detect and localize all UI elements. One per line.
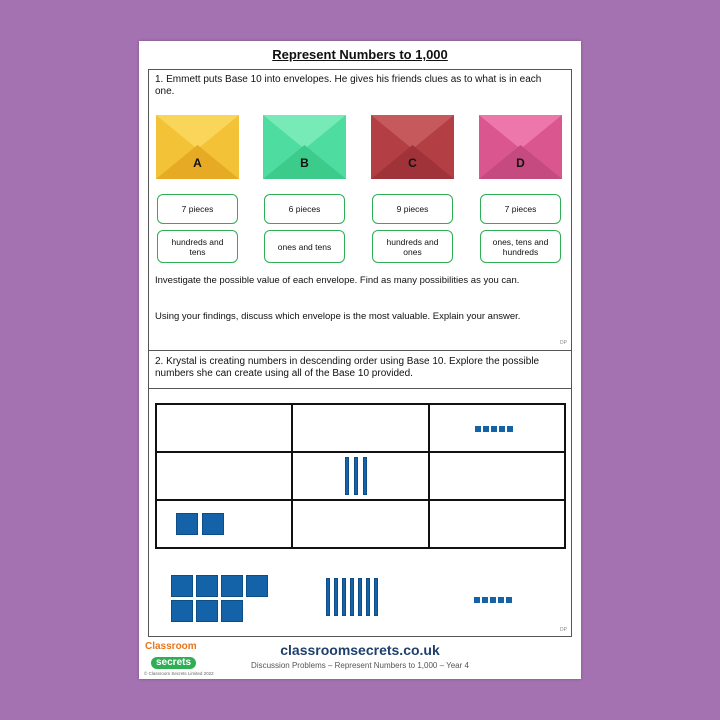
hundreds-flat xyxy=(171,575,193,597)
q1-prompt-line2: one. xyxy=(155,86,175,97)
envelope-a-label: A xyxy=(193,156,202,170)
hundreds-flat xyxy=(221,575,243,597)
worksheet xyxy=(139,41,581,679)
q1-discuss-text: Using your findings, discuss which envelope is the most valuable. Explain your answer. xyxy=(155,311,521,322)
clue-c-line1: hundreds and xyxy=(386,236,439,247)
clue-d-place-values xyxy=(480,230,561,263)
grid-cell xyxy=(292,404,428,452)
tens-rod xyxy=(374,578,378,616)
tens-rod xyxy=(326,578,330,616)
clue-d-line2: hundreds xyxy=(502,246,539,257)
grid-row xyxy=(156,500,565,548)
grid-cell xyxy=(429,500,565,548)
clue-b-pieces: 6 pieces xyxy=(264,194,345,224)
envelope-b-label: B xyxy=(300,156,309,170)
clue-d-pieces: 7 pieces xyxy=(480,194,561,224)
grid-cell xyxy=(429,452,565,500)
tens-rod xyxy=(345,457,349,495)
clue-d-line1: ones, tens and xyxy=(492,236,549,247)
ones-cube xyxy=(507,426,513,432)
clue-a-pieces: 7 pieces xyxy=(157,194,238,224)
q1-code: DP xyxy=(560,340,567,346)
envelope-d xyxy=(479,115,562,179)
tens-rod xyxy=(334,578,338,616)
logo-line2: secrets xyxy=(151,657,196,669)
tens-rod xyxy=(354,457,358,495)
tens-rod xyxy=(342,578,346,616)
grid-cell xyxy=(156,404,292,452)
hundreds-flat xyxy=(196,575,218,597)
clue-c-place-values xyxy=(372,230,453,263)
envelope-a xyxy=(156,115,239,179)
clue-c-pieces: 9 pieces xyxy=(372,194,453,224)
ones-cube xyxy=(499,426,505,432)
grid-cell-tens xyxy=(292,452,428,500)
envelope-b xyxy=(263,115,346,179)
hundreds-flat xyxy=(196,600,218,622)
tens-rod xyxy=(358,578,362,616)
clue-c-line2: ones xyxy=(403,246,422,257)
tens-rod xyxy=(366,578,370,616)
logo-line1: Classroom xyxy=(145,641,197,652)
ones-cube xyxy=(482,597,488,603)
hundreds-flat xyxy=(171,600,193,622)
q1-prompt-line1: 1. Emmett puts Base 10 into envelopes. He gives his friends clues as to what is in each xyxy=(155,74,542,85)
place-value-grid xyxy=(155,403,566,549)
grid-row xyxy=(156,404,565,452)
copyright-notice: © Classroom Secrets Limited 2022 xyxy=(144,671,214,676)
envelope-c xyxy=(371,115,454,179)
ones-cube xyxy=(483,426,489,432)
ones-cube xyxy=(491,426,497,432)
clue-a-line2: tens xyxy=(189,246,206,257)
ones-cube xyxy=(475,426,481,432)
worksheet-title: Represent Numbers to 1,000 xyxy=(272,47,448,62)
footer-subtitle: Discussion Problems – Represent Numbers to 1,000 – Year 4 xyxy=(251,661,469,670)
q2-prompt-line2: numbers she can create using all of the Base 10 provided. xyxy=(155,368,413,379)
question-2-panel xyxy=(148,350,572,637)
envelope-c-label: C xyxy=(408,156,417,170)
q2-code: DP xyxy=(560,627,567,633)
hundreds-flat xyxy=(176,513,198,535)
q2-prompt-line1: 2. Krystal is creating numbers in descending order using Base 10. Explore the possible xyxy=(155,356,540,367)
clue-a-line1: hundreds and xyxy=(171,236,224,247)
q1-investigate-text: Investigate the possible value of each envelope. Find as many possibilities as you can. xyxy=(155,275,520,286)
ones-cube xyxy=(498,597,504,603)
clue-a-place-values xyxy=(157,230,238,263)
ones-cube xyxy=(490,597,496,603)
clue-b-line1: ones and tens xyxy=(277,241,332,252)
hundreds-flat xyxy=(221,600,243,622)
grid-cell-hundreds xyxy=(156,500,292,548)
tens-rod xyxy=(350,578,354,616)
clue-b-place-values xyxy=(264,230,345,263)
hundreds-flat xyxy=(202,513,224,535)
envelope-d-label: D xyxy=(516,156,525,170)
grid-row xyxy=(156,452,565,500)
tens-rod xyxy=(363,457,367,495)
footer-url[interactable]: classroomsecrets.co.uk xyxy=(280,642,440,658)
grid-cell xyxy=(292,500,428,548)
ones-cube xyxy=(506,597,512,603)
ones-cube xyxy=(474,597,480,603)
hundreds-flat xyxy=(246,575,268,597)
grid-cell xyxy=(156,452,292,500)
question-1-panel xyxy=(148,69,572,389)
grid-cell-ones xyxy=(429,404,565,452)
